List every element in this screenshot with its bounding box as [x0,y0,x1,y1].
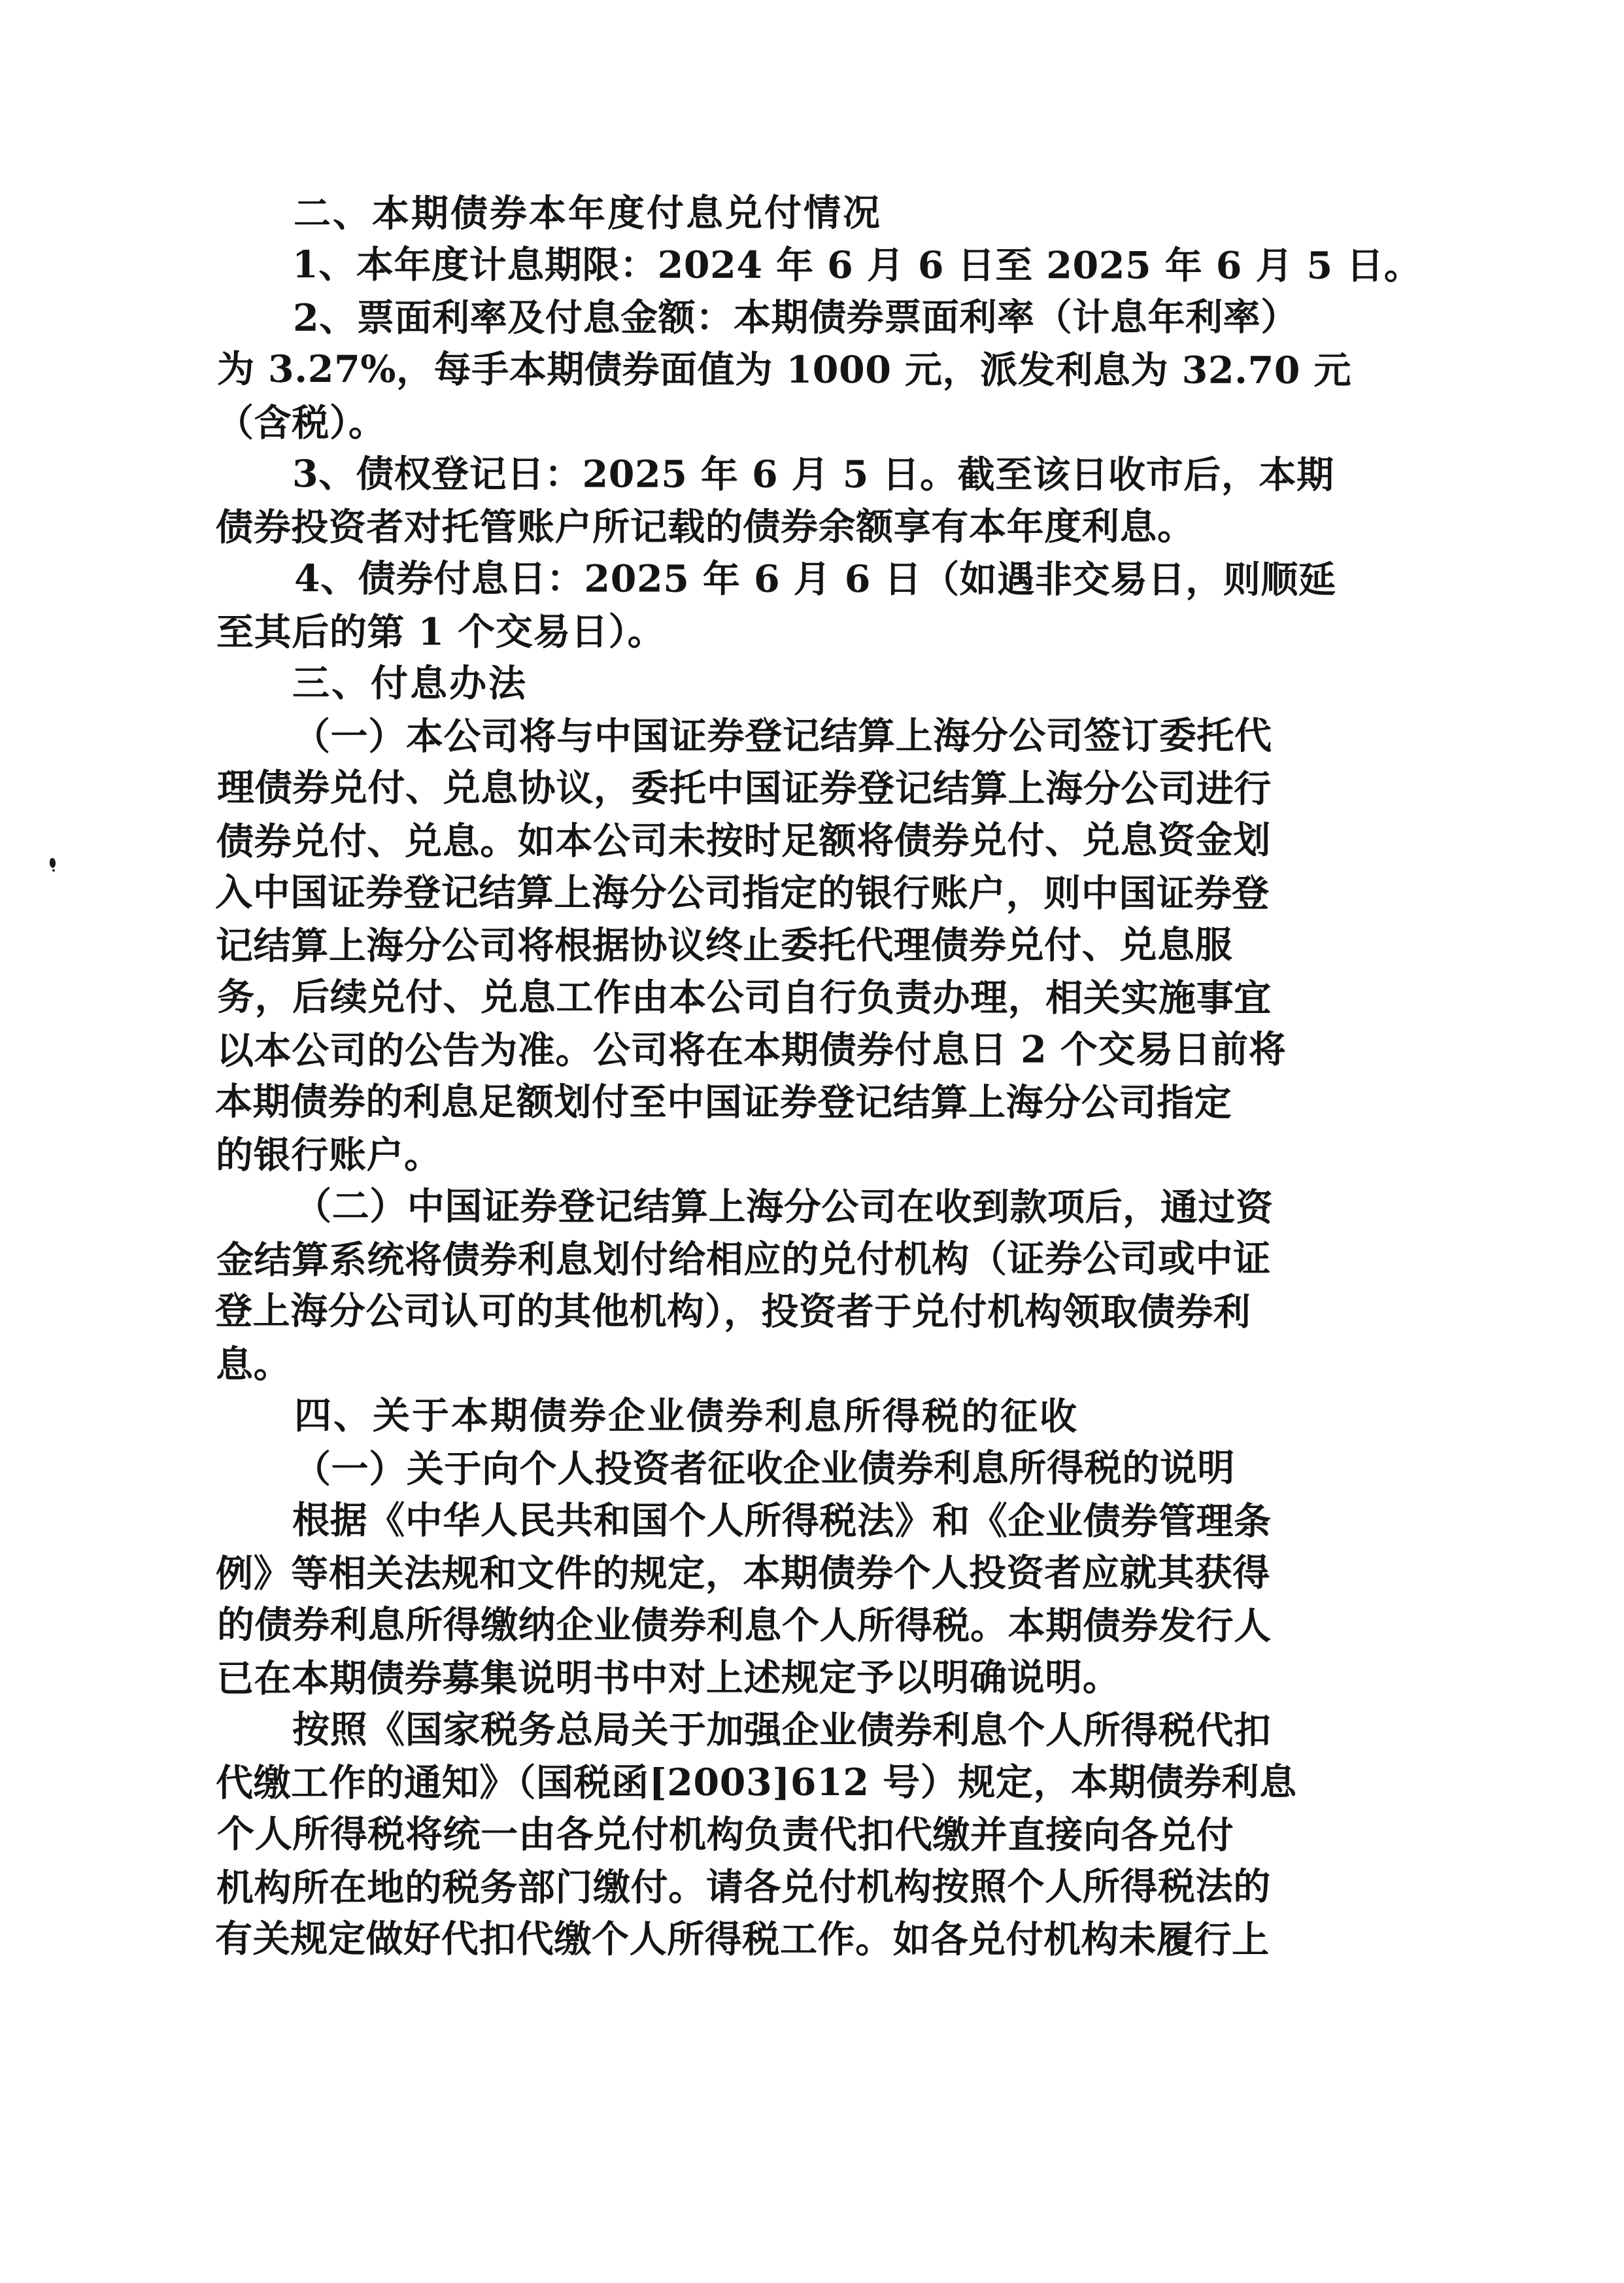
section-three-para-2-line-3: 登上海分公司认可的其他机构），投资者于兑付机构领取债券利 [214,1289,1251,1334]
section-two-item-2-line-2: 为 3.27%，每手本期债券面值为 1000 元，派发利息为 32.70 元 [216,347,1352,393]
section-four-para-2-line-3: 个人所得税将统一由各兑付机构负责代扣代缴并直接向各兑付 [216,1811,1234,1857]
section-three-para-1-line-3: 债券兑付、兑息。如本公司未按时足额将债券兑付、兑息资金划 [216,818,1271,864]
section-four-para-1-line-4: 已在本期债券募集说明书中对上述规定予以明确说明。 [216,1655,1121,1701]
section-four-subsection-1-title: （一）关于向个人投资者征收企业债券利息所得税的说明 [293,1446,1236,1492]
section-three-para-1-line-1: （一）本公司将与中国证券登记结算上海分公司签订委托代 [292,713,1272,759]
scan-speck-artifact [50,858,56,868]
section-two-item-4-line-1: 4、债券付息日：2025 年 6 月 6 日（如遇非交易日，则顺延 [294,557,1336,602]
section-four-heading: 四、关于本期债券企业债券利息所得税的征收 [294,1394,1079,1439]
section-two-item-3-line-2: 债券投资者对托管账户所记载的债券余额享有本年度利息。 [215,504,1195,549]
section-four-para-2-line-1: 按照《国家税务总局关于加强企业债券利息个人所得税代扣 [292,1708,1272,1753]
section-two-item-1-line-1: 1、本年度计息期限：2024 年 6 月 6 日至 2025 年 6 月 5 日。 [292,243,1422,288]
section-four-para-2-line-4: 机构所在地的税务部门缴付。请各兑付机构按照个人所得税法的 [216,1864,1271,1910]
document-body [214,187,1422,1966]
section-two-item-4-line-2: 至其后的第 1 个交易日）。 [216,609,666,655]
section-three-para-1-line-5: 记结算上海分公司将根据协议终止委托代理债券兑付、兑息服 [215,923,1233,968]
section-three-para-1-line-6: 务，后续兑付、兑息工作由本公司自行负责办理，相关实施事宜 [216,974,1272,1020]
section-three-para-1-line-4: 入中国证券登记结算上海分公司指定的银行账户，则中国证券登 [214,870,1270,916]
section-four-para-2-line-5: 有关规定做好代扣代缴个人所得税工作。如各兑付机构未履行上 [214,1917,1270,1962]
section-two-item-2-line-3: （含税）。 [216,400,386,445]
section-two-item-3-line-1: 3、债权登记日：2025 年 6 月 5 日。截至该日收市后，本期 [292,452,1334,497]
section-four-para-1-line-1: 根据《中华人民共和国个人所得税法》和《企业债券管理条 [292,1498,1272,1543]
section-three-para-1-line-7: 以本公司的公告为准。公司将在本期债券付息日 2 个交易日前将 [216,1027,1287,1073]
section-two-item-2-line-1: 2、票面利率及付息金额：本期债券票面利率（计息年利率） [292,295,1298,340]
section-three-heading: 三、付息办法 [292,661,528,706]
section-four-para-2-line-2: 代缴工作的通知》（国税函[2003]612 号）规定，本期债券利息 [215,1760,1297,1805]
section-four-para-1-line-2: 例》等相关法规和文件的规定，本期债券个人投资者应就其获得 [215,1551,1270,1596]
section-two-heading: 二、本期债券本年度付息兑付情况 [293,190,883,236]
section-three-para-1-line-2: 理债券兑付、兑息协议，委托中国证券登记结算上海分公司进行 [216,765,1272,811]
section-three-para-2-line-4: 息。 [215,1342,292,1386]
section-three-para-2-line-1: （二）中国证券登记结算上海分公司在收到款项后，通过资 [294,1184,1274,1229]
section-three-para-1-line-9: 的银行账户。 [215,1133,442,1177]
section-four-para-1-line-3: 的债券利息所得缴纳企业债券利息个人所得税。本期债券发行人 [216,1602,1272,1648]
section-three-para-1-line-8: 本期债券的利息足额划付至中国证券登记结算上海分公司指定 [214,1080,1232,1125]
section-three-para-2-line-2: 金结算系统将债券利息划付给相应的兑付机构（证券公司或中证 [216,1237,1271,1282]
